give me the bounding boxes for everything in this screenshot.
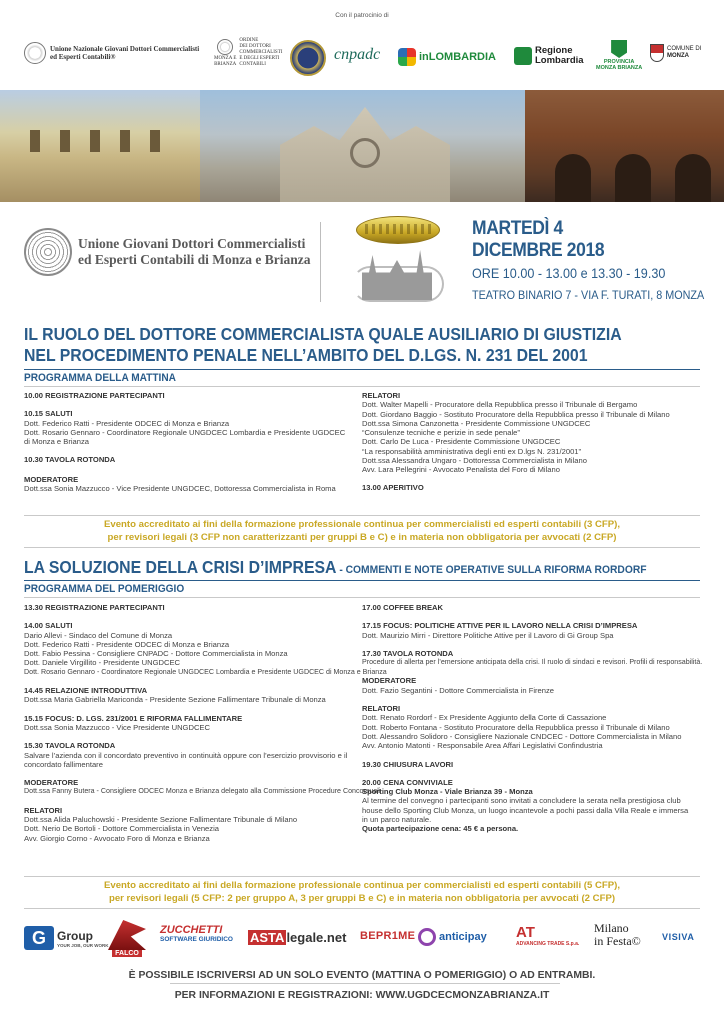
- duomo-icon: [362, 250, 432, 300]
- morning-left-column: [24, 391, 354, 493]
- morning-speaker: Dott.ssa Alessandra Ungaro - Dottoressa Commercialista in Milano: [362, 456, 587, 466]
- afternoon-accreditation-line-1: Evento accreditato ai fini della formazione professionale continua per commercialisti ed esperti contabili (5 CFP),: [103, 880, 621, 891]
- afternoon-coffee-break: 17.00 COFFEE BREAK: [362, 603, 444, 612]
- iron-crown-icon: [356, 216, 440, 244]
- ungdcec-national-sub: ed Esperti Contabili®: [50, 53, 116, 61]
- morning-speaker-topic: “Consulenze tecniche e perizie in sede penale”: [362, 428, 520, 438]
- afternoon-dinner: 20.00 CENA CONVIVIALE: [362, 777, 453, 787]
- odcec-line-5: CONTABILI: [239, 62, 266, 67]
- milano-word: Milano: [594, 921, 629, 935]
- afternoon-round-table-1: 15.30 TAVOLA ROTONDA: [24, 741, 116, 751]
- gigroup-text: Group: [57, 928, 93, 943]
- astalegale-text: legale.net: [286, 930, 347, 945]
- afternoon-speaker: Dott.ssa Alida Paluchowski - Presidente Sezione Fallimentare Tribunale di Milano: [24, 815, 298, 825]
- lombardia-word: Lombardia: [535, 55, 584, 66]
- anticipay-icon: [418, 928, 436, 946]
- odcec-seal-icon: [217, 39, 233, 55]
- labyrinth-icon: [24, 228, 72, 276]
- morning-program-header: [24, 369, 700, 387]
- afternoon-round-table-1-desc: concordato fallimentare: [24, 759, 103, 769]
- astalegale-logo: [248, 930, 346, 945]
- dinner-price: Quota partecipazione cena: 45 € a persona.: [362, 824, 519, 834]
- afternoon-speaker: Avv. Antonio Matonti - Responsabile Area Affari Legislativi Confindustria: [362, 741, 603, 751]
- odcec-line-3: COMMERCIALISTI: [239, 50, 283, 55]
- regione-lombardia-logo: [514, 46, 584, 66]
- afternoon-program-label: PROGRAMMA DEL POMERIGGIO: [24, 583, 185, 595]
- morning-accreditation: [24, 515, 700, 548]
- zucchetti-logo: [160, 924, 233, 943]
- beprime-logo: [360, 930, 415, 942]
- footer-rule: [170, 983, 560, 984]
- afternoon-focus-231: 15.15 FOCUS: D. LGS. 231/2001 E RIFORMA FALLIMENTARE: [24, 713, 243, 723]
- duomo-photo: [200, 90, 525, 202]
- afternoon-speaker: Dott. Nerio De Bortoli - Dottore Commercialista in Venezia: [24, 824, 219, 834]
- provincia-name: MONZA BRIANZA: [596, 65, 643, 71]
- afternoon-moderator-1: Dott.ssa Fanny Butera - Consigliere ODCEC Monza e Brianza delegato alla Commissione Procedure Concorsuali: [24, 787, 381, 796]
- ungdcec-national-logo: [24, 42, 199, 64]
- ungdcec-national-name: Unione Nazionale Giovani Dottori Commercialisti: [50, 45, 200, 53]
- morning-speaker: Dott. Walter Mapelli - Procuratore della Repubblica presso il Tribunale di Bergamo: [362, 400, 638, 410]
- monza-photo-strip: [0, 90, 724, 202]
- header-divider: [320, 222, 321, 302]
- afternoon-accreditation-line-2: per revisori legali (5 CFP: 2 per gruppo A, 3 per gruppi B e C) e in materia non obbligatoria per avvocati (2 CFP): [108, 892, 616, 904]
- organizer-sub: ed Esperti Contabili di Monza e Brianza: [78, 252, 311, 267]
- organizer-name: Unione Giovani Dottori Commercialisti: [78, 236, 306, 251]
- morning-accreditation-line-1: Evento accreditato ai fini della formazione professionale continua per commercialisti ed esperti contabili (3 CFP),: [103, 519, 621, 530]
- dinner-description: house dello Sporting Club Monza, un luogo incantevole a pochi passi dalla Villa Reale e immersa: [362, 805, 689, 815]
- odcec-line-2: DEI DOTTORI: [239, 44, 271, 49]
- provincia-word: PROVINCIA: [603, 59, 635, 65]
- cnpadc-logo: [334, 46, 380, 64]
- afternoon-registration: 13.30 REGISTRAZIONE PARTECIPANTI: [24, 603, 165, 612]
- registration-note: È POSSIBILE ISCRIVERSI AD UN SOLO EVENTO (MATTINA O POMERIGGIO) O AD ENTRAMBI.: [128, 970, 596, 981]
- falcon-icon: [108, 920, 146, 950]
- event-date-month: DICEMBRE 2018: [472, 240, 605, 261]
- morning-speaker: Dott. Carlo De Luca - Presidente Commissione UNGDCEC: [362, 437, 561, 447]
- info-website[interactable]: PER INFORMAZIONI E REGISTRAZIONI: WWW.UGDCECMONZABRIANZA.IT: [174, 990, 550, 1001]
- afternoon-moderator-label-1: MODERATORE: [24, 778, 79, 788]
- afternoon-speakers-label-1: RELATORI: [24, 805, 63, 815]
- afternoon-accreditation: [24, 876, 700, 909]
- afternoon-speakers-label-2: RELATORI: [362, 704, 401, 714]
- asta-word: ASTA: [250, 930, 285, 945]
- event-venue: TEATRO BINARIO 7 - VIA F. TURATI, 8 MONZA: [472, 288, 705, 302]
- morning-accreditation-line-2: per revisori legali (3 CFP non caratterizzanti per gruppi B e C) e in materia non obbligatoria per avvocati (2 CFP): [107, 531, 617, 543]
- afternoon-round-table-2: 17.30 TAVOLA ROTONDA: [362, 648, 454, 658]
- afternoon-intro-speaker: Dott.ssa Maria Gabriella Mariconda - Presidente Sezione Fallimentare Tribunale di Monza: [24, 695, 326, 705]
- afternoon-moderator-label-2: MODERATORE: [362, 676, 417, 686]
- afternoon-title: [24, 557, 659, 578]
- morning-greetings: 10.15 SALUTI: [24, 409, 73, 419]
- sponsor-logos: [20, 916, 710, 962]
- morning-title-line-2: NEL PROCEDIMENTO PENALE NELL’AMBITO DEL D.LGS. N. 231 DEL 2001: [24, 345, 588, 365]
- afternoon-greeting-item: Dario Allevi - Sindaco del Comune di Monza: [24, 630, 173, 640]
- in-lombardia-icon: [398, 48, 416, 66]
- comune-word: COMUNE DI: [667, 46, 702, 52]
- odcec-line-1: ORDINE: [239, 38, 259, 43]
- afternoon-speaker: Dott. Roberto Fontana - Sostituto Procuratore della Repubblica presso il Tribunale di Milano: [362, 722, 670, 732]
- patronage-label: Con il patrocinio di: [335, 12, 389, 19]
- anticipay-logo: [418, 928, 487, 946]
- gigroup-logo: [24, 926, 109, 950]
- afternoon-greetings: 14.00 SALUTI: [24, 621, 73, 631]
- dinner-description: Al termine del convegno i partecipanti sono invitati a concludere la serata nella prestigiosa club: [362, 796, 681, 806]
- regione-word: Regione: [535, 45, 573, 56]
- afternoon-program-header: [24, 580, 700, 598]
- zucchetti-text: ZUCCHETTI: [160, 924, 223, 936]
- event-hours: ORE 10.00 - 13.00 e 13.30 - 19.30: [472, 265, 666, 281]
- morning-program-label: PROGRAMMA DELLA MATTINA: [24, 372, 176, 384]
- at-sub: ADVANCING TRADE S.p.a.: [516, 941, 580, 947]
- arengario-photo: [525, 90, 724, 202]
- morning-title: [24, 324, 650, 366]
- afternoon-greeting-item: Dott. Fabio Pessina - Consigliere CNPADC - Dottore Commercialista in Monza: [24, 649, 288, 659]
- cnpadc-text: cnpadc: [334, 46, 381, 63]
- morning-title-line-1: IL RUOLO DEL DOTTORE COMMERCIALISTA QUALE AUSILIARIO DI GIUSTIZIA: [24, 324, 622, 344]
- afternoon-intro-talk: 14.45 RELAZIONE INTRODUTTIVA: [24, 686, 148, 696]
- in-lombardia-logo: [398, 48, 496, 66]
- visiva-logo: [662, 932, 694, 942]
- tribunale-seal-logo: [290, 40, 326, 76]
- afternoon-moderator-2: Dott. Fazio Segantini - Dottore Commercialista in Firenze: [362, 685, 555, 695]
- afternoon-greeting-item: Dott. Daniele Virgillito - Presidente UNGDCEC: [24, 658, 181, 668]
- dinner-description: in un parco naturale.: [362, 815, 432, 825]
- morning-speaker: Dott. Giordano Baggio - Sostituto Procuratore della Repubblica presso il Tribunale di Milano: [362, 409, 670, 419]
- morning-speakers-label: RELATORI: [362, 391, 401, 400]
- patronage-logos: [20, 36, 710, 82]
- odcec-e-word: E: [233, 56, 237, 61]
- afternoon-left-column: [24, 603, 387, 843]
- advancing-trade-logo: [516, 924, 579, 947]
- afternoon-title-sub: - COMMENTI E NOTE OPERATIVE SULLA RIFORMA RORDORF: [336, 564, 647, 576]
- provincia-logo: [596, 40, 642, 71]
- anticipay-text: anticipay: [439, 931, 487, 943]
- provincia-shield-icon: [611, 40, 627, 58]
- visiva-text: VISIVA: [662, 932, 695, 942]
- morning-registration: 10.00 REGISTRAZIONE PARTECIPANTI: [24, 391, 165, 400]
- afternoon-speaker: Avv. Giorgio Corno - Avvocato Foro di Monza e Brianza: [24, 833, 210, 843]
- dinner-venue: Sporting Club Monza - Viale Brianza 39 - Monza: [362, 787, 533, 797]
- zucchetti-sub: SOFTWARE GIURIDICO: [160, 936, 233, 943]
- in-lombardia-text: inLOMBARDIA: [419, 51, 496, 63]
- morning-right-column: [362, 391, 702, 492]
- odcec-monza-logo: [214, 38, 282, 68]
- morning-speaker: Avv. Lara Pellegrini - Avvocato Penalista del Foro di Milano: [362, 465, 560, 475]
- morning-moderator-label: MODERATORE: [24, 474, 79, 484]
- morning-moderator: Dott.ssa Sonia Mazzucco - Vice Presidente UNGDCEC, Dottoressa Commercialista in Roma: [24, 484, 336, 494]
- morning-speaker: Dott.ssa Simona Canzonetta - Presidente Commissione UNGDCEC: [362, 418, 591, 428]
- afternoon-greeting-item: Dott. Rosario Gennaro - Coordinatore Regionale UNGDCEC Lombardia e Presidente UGDCEC di Monza e Brianza: [24, 667, 387, 676]
- organizer-logo: [24, 228, 311, 276]
- afternoon-round-table-2-desc: Procedure di allerta per l’emersione anticipata della crisi. Il ruolo di sindaci e revisori. Profili di responsabilità.: [362, 658, 703, 667]
- morning-greeting-item: Dott. Rosario Gennaro - Coordinatore Regionale UNGDCEC Lombardia e Presidente UGDCEC: [24, 427, 346, 437]
- afternoon-round-table-1-desc: Salvare l’azienda con il concordato preventivo in continuità oppure con l’esercizio provvisorio e il: [24, 750, 348, 760]
- beprime-text: BEPR1ME: [360, 930, 416, 942]
- afternoon-greeting-item: Dott. Federico Ratti - Presidente ODCEC di Monza e Brianza: [24, 639, 230, 649]
- comune-monza-logo: [650, 44, 701, 62]
- labyrinth-icon: [24, 42, 46, 64]
- afternoon-speaker: Dott. Alessandro Solidoro - Consigliere Nazionale CNDCEC - Dottore Commercialista in Milano: [362, 731, 682, 741]
- falco-text: FALCO: [112, 950, 142, 957]
- at-text: AT: [516, 924, 535, 941]
- odcec-monza-word: MONZA: [214, 56, 233, 61]
- seal-icon: [290, 40, 326, 76]
- morning-greeting-item: di Monza e Brianza: [24, 437, 90, 447]
- afternoon-focus-lavoro-speaker: Dott. Maurizio Mirri - Direttore Politiche Attive per il Lavoro di Gi Group Spa: [362, 630, 614, 640]
- milano-in-festa-logo: [594, 922, 641, 948]
- gigroup-tagline: YOUR JOB, OUR WORK: [57, 942, 109, 948]
- comune-name: MONZA: [667, 53, 689, 59]
- morning-round-table: 10.30 TAVOLA ROTONDA: [24, 455, 116, 465]
- afternoon-right-column: [362, 603, 702, 834]
- regione-lombardia-icon: [514, 47, 532, 65]
- morning-greeting-item: Dott. Federico Ratti - Presidente ODCEC di Monza e Brianza: [24, 418, 230, 428]
- falco-logo: [108, 920, 146, 957]
- morning-speaker-topic: “La responsabilità amministrativa degli enti ex D.lgs N. 231/2001”: [362, 446, 582, 456]
- monza-crown-emblem: [352, 216, 448, 306]
- monza-crest-icon: [650, 44, 664, 62]
- afternoon-title-main: LA SOLUZIONE DELLA CRISI D’IMPRESA: [24, 557, 337, 577]
- afternoon-closing: 19.30 CHIUSURA LAVORI: [362, 759, 454, 769]
- gigroup-g-icon: G: [24, 926, 54, 950]
- afternoon-speaker: Dott. Renato Rordorf - Ex Presidente Aggiunto della Corte di Cassazione: [362, 713, 607, 723]
- afternoon-focus-231-speaker: Dott.ssa Sonia Mazzucco - Vice Presidente UNGDCEC: [24, 722, 210, 732]
- afternoon-focus-lavoro: 17.15 FOCUS: POLITICHE ATTIVE PER IL LAVORO NELLA CRISI D’IMPRESA: [362, 621, 638, 631]
- morning-aperitif: 13.00 APERITIVO: [362, 482, 424, 492]
- odcec-brianza-word: BRIANZA: [214, 61, 237, 67]
- odcec-line-4: E DEGLI ESPERTI: [239, 56, 280, 61]
- in-festa-word: in Festa©: [594, 934, 641, 948]
- event-date-day: MARTEDÌ 4: [472, 218, 563, 239]
- villa-reale-photo: [0, 90, 200, 202]
